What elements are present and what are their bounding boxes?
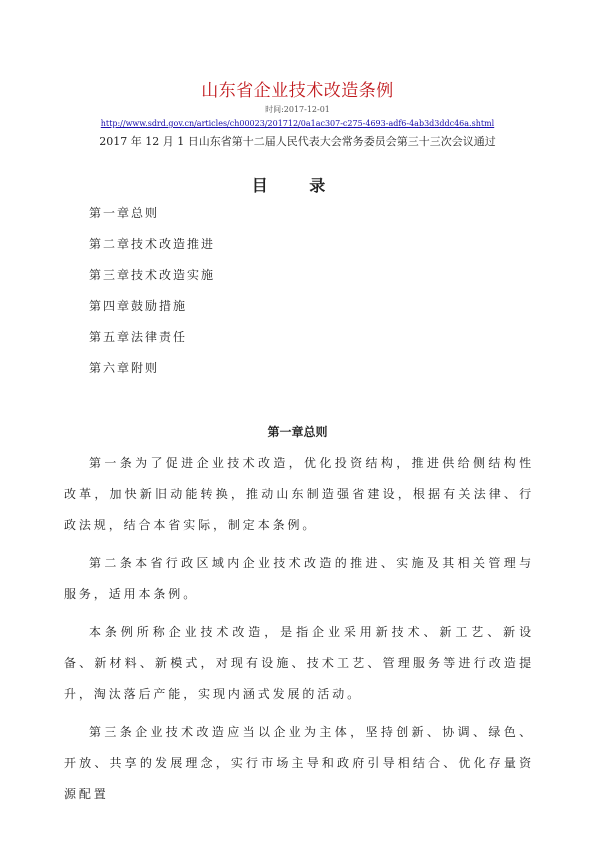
table-of-contents — [89, 202, 215, 388]
toc-item: 第四章鼓励措施 — [89, 299, 188, 313]
toc-item: 第一章总则 — [89, 206, 160, 220]
paragraph: 本条例所称企业技术改造，是指企业采用新技术、新工艺、新设备、新材料、新模式，对现有设施、技术工艺、管理服务等进行改造提升，淘汰落后产能，实现内涵式发展的活动。 — [64, 625, 534, 701]
chapter-body — [64, 448, 534, 817]
paragraph: 第三条企业技术改造应当以企业为主体，坚持创新、协调、绿色、开放、共享的发展理念，实行市场主导和政府引导相结合、优化存量资源配置 — [64, 725, 534, 801]
paragraph: 第二条本省行政区域内企业技术改造的推进、实施及其相关管理与服务，适用本条例。 — [64, 556, 534, 601]
document-title: 山东省企业技术改造条例 — [201, 81, 394, 101]
paragraph: 第一条为了促进企业技术改造，优化投资结构，推进供给侧结构性改革，加快新旧动能转换，推动山东制造强省建设，根据有关法律、行政法规，结合本省实际，制定本条例。 — [64, 456, 534, 532]
toc-item: 第五章法律责任 — [89, 330, 188, 344]
source-link[interactable]: http://www.sdrd.gov.cn/articles/ch00023/201712/0a1ac307-c275-4693-adf6-4ab3d3ddc46a.shtml — [100, 119, 495, 128]
passed-note: 2017 年 12 月 1 日山东省第十二届人民代表大会常务委员会第三十三次会议通过 — [99, 135, 496, 148]
toc-item: 第二章技术改造推进 — [89, 237, 216, 251]
toc-title: 目 录 — [251, 176, 344, 195]
publish-time: 时间:2017-12-01 — [265, 105, 330, 114]
toc-item: 第六章附则 — [89, 361, 160, 375]
chapter-heading: 第一章总则 — [267, 425, 328, 439]
toc-item: 第三章技术改造实施 — [89, 268, 216, 282]
